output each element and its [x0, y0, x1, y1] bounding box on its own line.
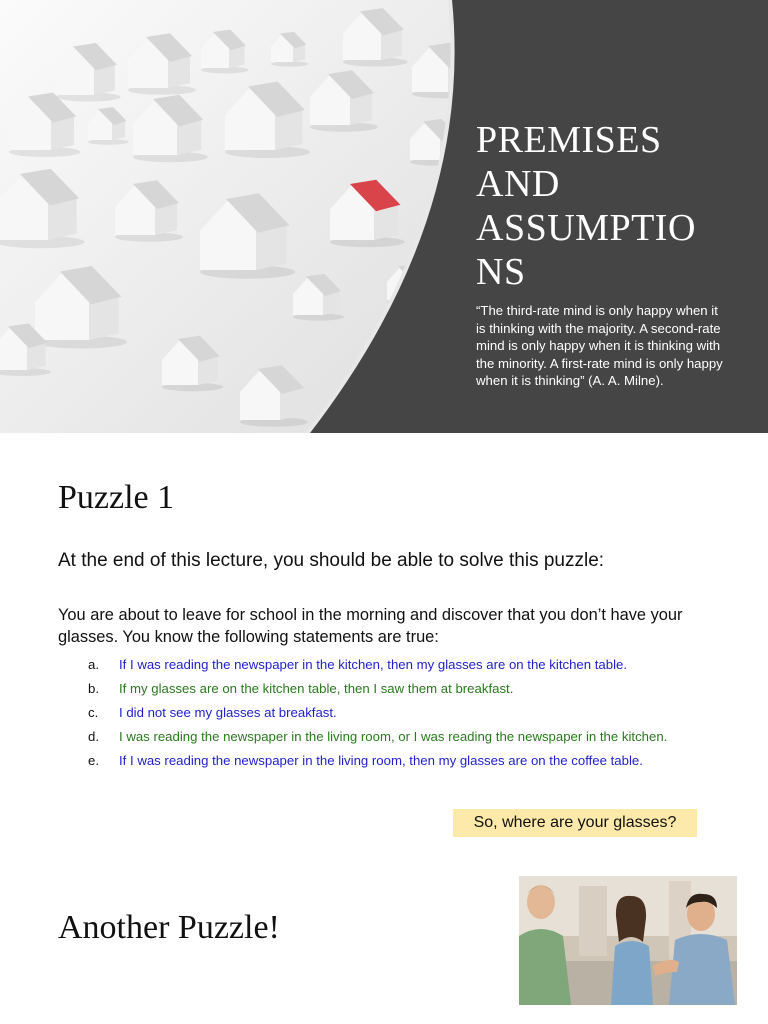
statement-text: If my glasses are on the kitchen table, then I saw them at breakfast.	[119, 681, 514, 696]
title-line: NS	[476, 251, 526, 293]
slide-title	[476, 118, 736, 294]
slide-heading: Puzzle 1	[58, 479, 175, 516]
title-slide	[0, 0, 768, 433]
statement-item	[88, 679, 708, 698]
slide-heading: Another Puzzle!	[58, 909, 280, 946]
statement-text: If I was reading the newspaper in the kitchen, then my glasses are on the kitchen table.	[119, 657, 628, 672]
another-puzzle-slide	[0, 863, 768, 1024]
couple-photo	[519, 876, 737, 1005]
statement-item	[88, 751, 708, 770]
puzzle-lead-text: You are about to leave for school in the morning and discover that you don’t have your glasses. You know the following statements are true:	[58, 606, 683, 646]
answer-prompt-box: So, where are your glasses?	[453, 809, 697, 837]
statement-item	[88, 727, 708, 746]
statement-list	[88, 655, 708, 775]
item-marker: a.	[88, 657, 99, 672]
item-marker: d.	[88, 729, 99, 744]
item-marker: e.	[88, 753, 99, 768]
statement-text: I did not see my glasses at breakfast.	[119, 705, 337, 720]
intro-text: At the end of this lecture, you should be able to solve this puzzle:	[58, 550, 605, 571]
statement-text: If I was reading the newspaper in the living room, then my glasses are on the coffee table.	[119, 753, 643, 768]
title-line: PREMISES	[476, 119, 662, 161]
statement-item	[88, 703, 708, 722]
puzzle-slide	[0, 433, 768, 863]
title-line: ASSUMPTIO	[476, 207, 696, 249]
statement-text: I was reading the newspaper in the living room, or I was reading the newspaper in the kitchen.	[119, 729, 668, 744]
title-line: AND	[476, 163, 560, 205]
milne-quote: “The third-rate mind is only happy when it is thinking with the majority. A second-rate mind is only happy when it is thinking with the minority. A first-rate mind is only happy when it is thinking” (A. A. Milne).	[476, 303, 723, 388]
item-marker: c.	[88, 705, 99, 720]
item-marker: b.	[88, 681, 99, 696]
statement-item	[88, 655, 708, 674]
